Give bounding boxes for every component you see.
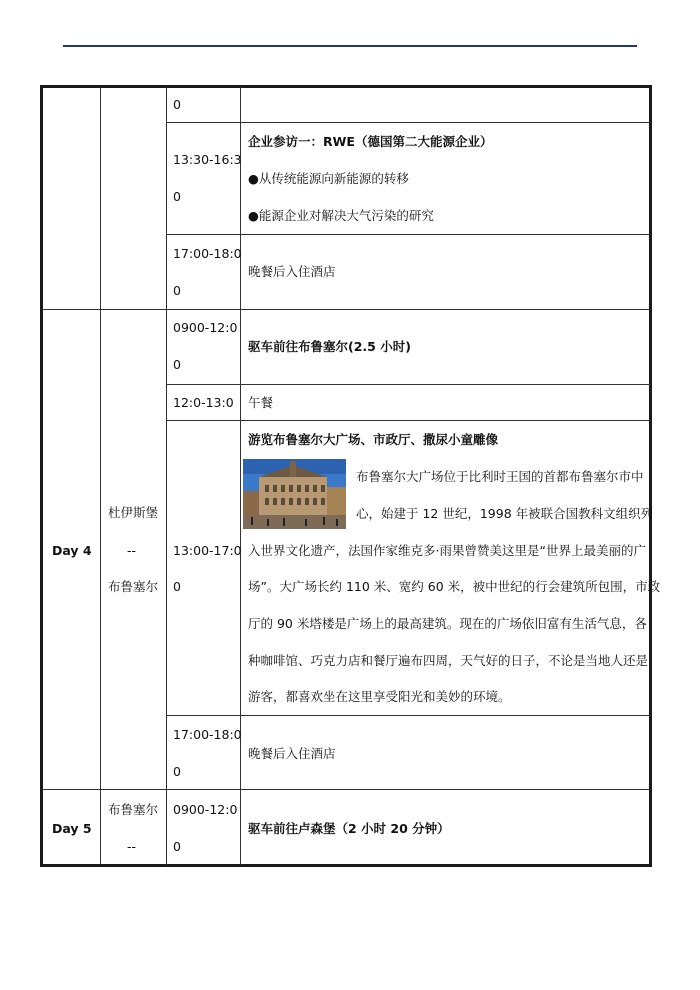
bullet-item: ●能源企业对解决大气污染的研究 [248, 208, 434, 223]
time-cell-line: 0900-12:0 [173, 802, 238, 817]
time-cell-line: 0900-12:0 [173, 320, 238, 335]
activity-title: 驱车前往卢森堡（2 小时 20 分钟） [248, 821, 450, 836]
time-cell-line: 0 [173, 357, 181, 372]
time-cell-line: 17:00-18:0 [173, 727, 242, 742]
grand-place-photo [243, 459, 346, 529]
bullet-item: ●从传统能源向新能源的转移 [248, 171, 409, 186]
activity-title: 游览布鲁塞尔大广场、市政厅、撒尿小童雕像 [248, 432, 499, 447]
row-divider [166, 122, 650, 123]
description-line: 心，始建于 12 世纪，1998 年被联合国教科文组织列 [356, 506, 654, 521]
time-cell-line: 13:30-16:3 [173, 152, 242, 167]
time-cell-line: 0 [173, 579, 181, 594]
time-cell-line: 17:00-18:0 [173, 246, 242, 261]
activity-text: 晚餐后入住酒店 [248, 264, 336, 279]
route-line: -- [127, 543, 137, 558]
description-line: 入世界文化遗产，法国作家维克多·雨果曾赞美这里是“世界上最美丽的广 [248, 543, 646, 558]
row-divider [166, 234, 650, 235]
row-divider [42, 789, 650, 790]
header-rule [63, 45, 637, 47]
row-divider [166, 715, 650, 716]
time-cell: 0 [173, 97, 181, 112]
time-cell-line: 13:00-17:0 [173, 543, 242, 558]
row-divider [166, 384, 650, 385]
route-line: 布鲁塞尔 [108, 579, 159, 594]
row-divider [166, 420, 650, 421]
activity-text: 午餐 [248, 395, 274, 410]
route-line: 布鲁塞尔 [108, 802, 159, 817]
description-line: 厅的 90 米塔楼是广场上的最高建筑。现在的广场依旧富有生活气息，各 [248, 616, 647, 631]
col-divider-1 [100, 87, 101, 865]
description-line: 游客，都喜欢坐在这里享受阳光和美妙的环境。 [248, 689, 511, 704]
time-cell: 12:0-13:0 [173, 395, 234, 410]
col-divider-2 [166, 87, 167, 865]
route-line: 杜伊斯堡 [108, 505, 159, 520]
time-cell-line: 0 [173, 839, 181, 854]
description-line: 种咖啡馆、巧克力店和餐厅遍布四周，天气好的日子，不论是当地人还是 [248, 653, 649, 668]
col-divider-3 [240, 87, 241, 865]
time-cell-line: 0 [173, 189, 181, 204]
activity-title: 企业参访一：RWE（德国第二大能源企业） [248, 134, 493, 149]
activity-text: 晚餐后入住酒店 [248, 746, 336, 761]
description-line: 布鲁塞尔大广场位于比利时王国的首都布鲁塞尔市中 [356, 469, 644, 484]
day-label: Day 4 [52, 543, 92, 558]
time-cell-line: 0 [173, 764, 181, 779]
route-line: -- [127, 839, 137, 854]
activity-title: 驱车前往布鲁塞尔(2.5 小时) [248, 339, 411, 354]
description-line: 场”。大广场长约 110 米、宽约 60 米，被中世纪的行会建筑所包围，市政 [248, 579, 661, 594]
time-cell-line: 0 [173, 283, 181, 298]
day-label: Day 5 [52, 821, 92, 836]
row-divider [42, 309, 650, 310]
